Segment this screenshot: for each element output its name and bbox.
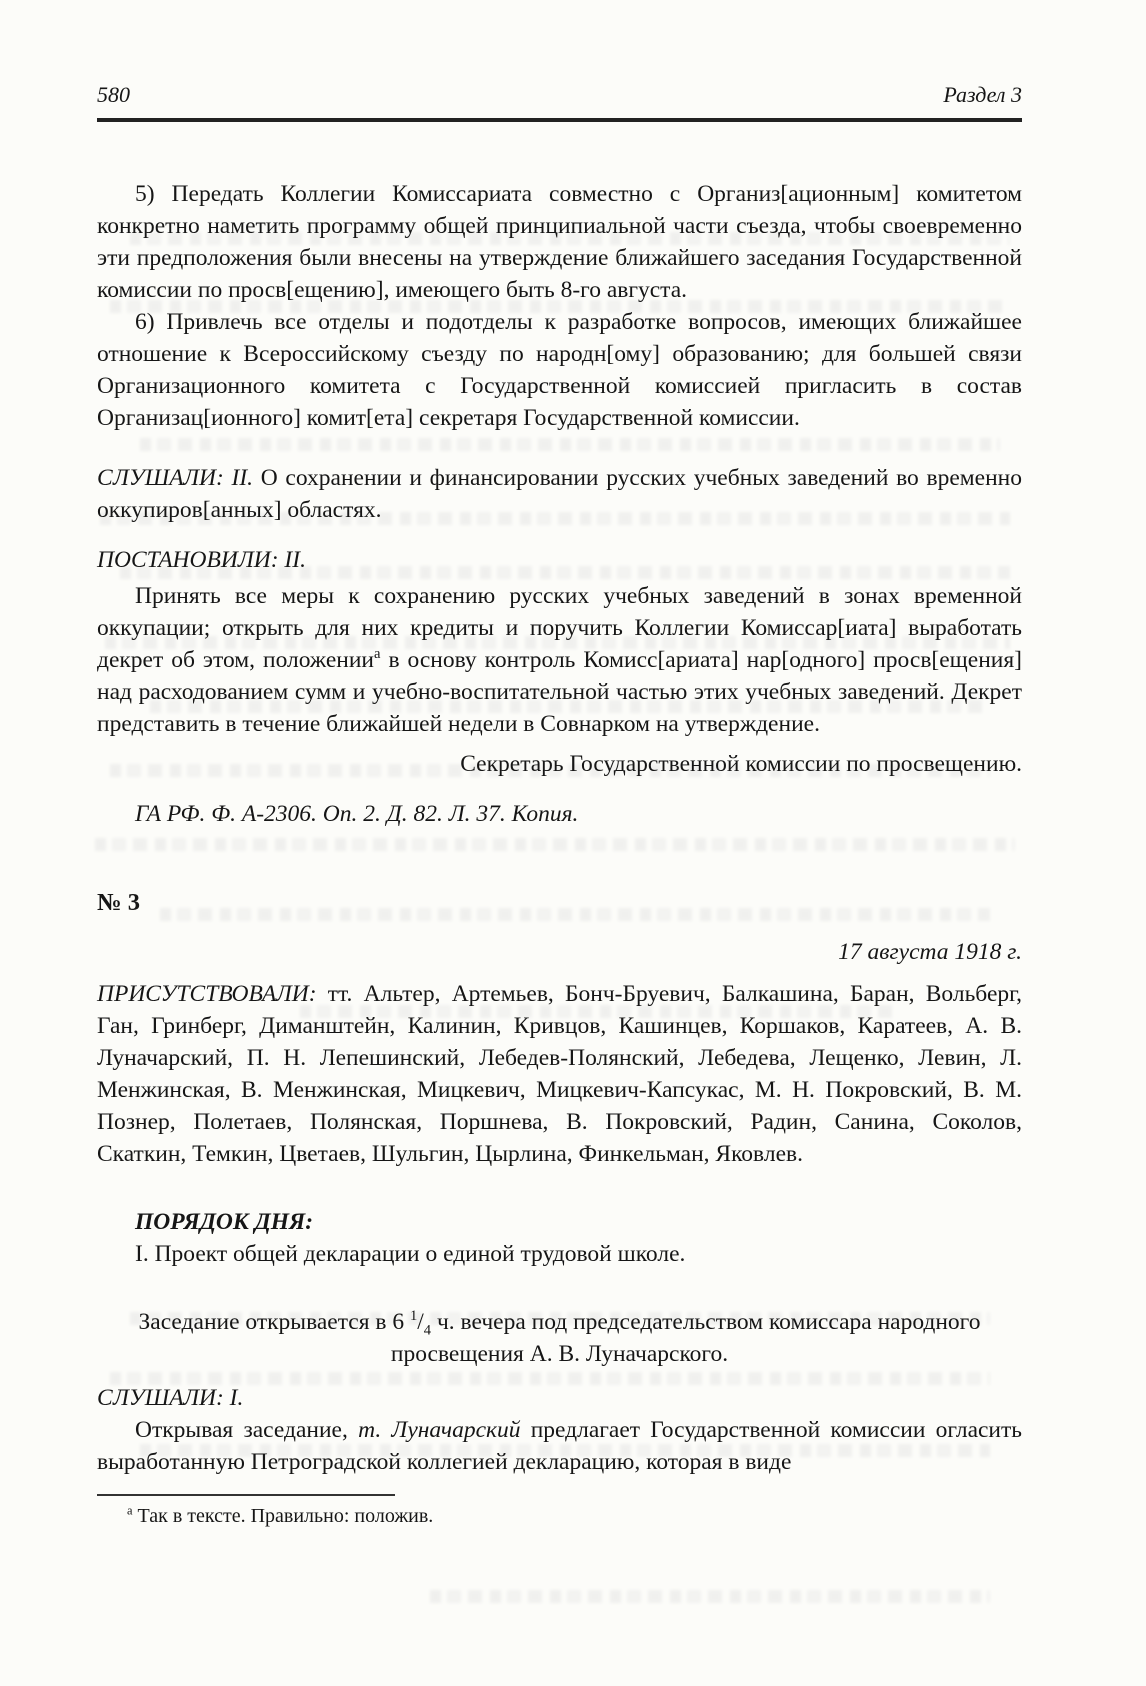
opening-statement: [97, 1306, 1022, 1370]
heard-text-2: О сохранении и финансировании русских учебных заведений во временно оккупиров[анных] областях.: [97, 465, 1022, 523]
document-date: 17 августа 1918 г.: [838, 939, 1022, 965]
paragraph-item-5: 5) Передать Коллегии Комиссариата совместно с Организ[ационным] комитетом конкретно наметить программу общей принципиальной части съезда, чтобы своевременно эти предположения были внесены на утверждение ближайшего заседания Государственной комиссии по просв[ещению], имеющего быть 8-го августа.: [97, 181, 1022, 303]
footnote-rule: [97, 1494, 395, 1496]
paragraph-item-6: 6) Привлечь все отделы и подотделы к разработке вопросов, имеющих ближайшее отношение к Всероссийскому съезду по народн[ому] образованию; для большей связи Организационного комитета с Государственной комиссией пригласить в состав Организац[ионного] комит[ета] секретаря Государственной комиссии.: [97, 309, 1022, 431]
session-body-1: Открывая заседание,: [135, 1417, 359, 1443]
section-title: Раздел 3: [943, 82, 1022, 107]
fraction-denominator: 4: [423, 1322, 432, 1339]
footnote-text: [127, 1503, 1022, 1530]
heard-label-1: СЛУШАЛИ: I.: [97, 1385, 244, 1411]
running-head: [97, 0, 1022, 108]
resolution-text-2: в основу контроль Комисс[ариата] нар[одного] просв[ещения] над расходованием сумм и учебно-воспитательной частью этих учебных заведений. Декрет представить в течение ближайшей недели в Совнарком на утверждение.: [97, 647, 1022, 737]
fraction-numerator: 1: [409, 1308, 418, 1325]
page-content: [97, 0, 1022, 1530]
opening-text-2: ч. вечера под председательством комиссара народного просвещения А. В. Луначарского.: [390, 1309, 981, 1367]
bleedthrough-artifact: [430, 1590, 990, 1603]
session-body-paragraph: [97, 1414, 1022, 1478]
attendees-paragraph: [97, 978, 1022, 1170]
footnote-body: Так в тексте. Правильно: положив.: [132, 1505, 434, 1527]
footnote-marker-inline: а: [374, 646, 381, 663]
heard-label-2: СЛУШАЛИ: II.: [97, 465, 254, 491]
session-body-2: предлагает Государственной комиссии огласить выработанную Петроградской коллегией декларацию, которая в виде: [97, 1417, 1022, 1475]
resolution-paragraph: [97, 580, 1022, 740]
fraction-slash: /: [417, 1309, 424, 1335]
resolved-label-2: ПОСТАНОВИЛИ: II.: [97, 547, 306, 573]
session-body-emphasis: т. Луначарский: [358, 1417, 521, 1443]
document-number: № 3: [97, 889, 140, 916]
signature-line: Секретарь Государственной комиссии по просвещению.: [460, 751, 1022, 777]
agenda-item-1: I. Проект общей декларации о единой трудовой школе.: [135, 1241, 686, 1267]
archive-reference: ГА РФ. Ф. А-2306. Оп. 2. Д. 82. Л. 37. Копия.: [135, 801, 579, 827]
heard-section-2: [97, 462, 1022, 526]
footnote-marker: а: [127, 1503, 133, 1518]
resolution-text-1: Принять все меры к сохранению русских учебных заведений в зонах временной оккупации; открыть для них кредиты и поручить Коллегии Комиссар[иата] выработать декрет об этом, положении: [97, 583, 1022, 673]
agenda-heading: ПОРЯДОК ДНЯ:: [135, 1209, 314, 1235]
opening-text-1: Заседание открывается в 6: [138, 1309, 410, 1335]
page-number: 580: [97, 82, 130, 107]
attendees-label: ПРИСУТСТВОВАЛИ:: [97, 981, 317, 1007]
header-rule: [97, 118, 1022, 122]
attendees-list: тт. Альтер, Артемьев, Бонч-Бруевич, Балкашина, Баран, Вольберг, Ган, Гринберг, Диманштейн, Калинин, Кривцов, Кашинцев, Коршаков, Каратеев, А. В. Луначарский, П. Н. Лепешинский, Лебедев-Полянский, Лебедева, Лещенко, Левин, Л. Менжинская, В. Менжинская, Мицкевич, Мицкевич-Капсукас, М. Н. Покровский, В. М. Познер, Полетаев, Полянская, Поршнева, В. Покровский, Радин, Санина, Соколов, Скаткин, Темкин, Цветаев, Шульгин, Цырлина, Финкельман, Яковлев.: [97, 981, 1022, 1167]
